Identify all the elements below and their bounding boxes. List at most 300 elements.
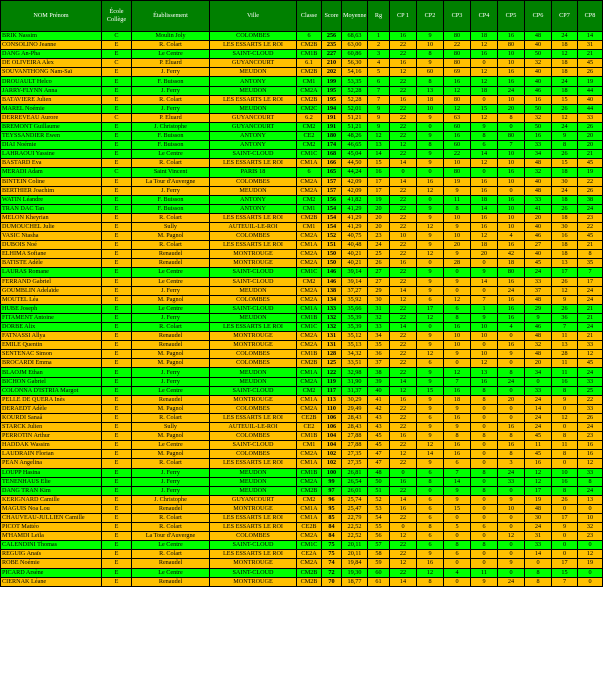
table-cell: 51,21	[342, 122, 368, 131]
table-cell: 12	[471, 77, 498, 86]
table-cell: 16	[417, 177, 444, 186]
table-cell: 40	[525, 68, 552, 77]
table-cell: 24	[498, 577, 525, 586]
table-cell: E	[102, 350, 132, 359]
table-cell: 0	[498, 523, 525, 532]
table-cell: COLOMBES	[210, 232, 297, 241]
table-cell: 22	[390, 77, 417, 86]
table-cell: 33,51	[342, 359, 368, 368]
table-cell: 0	[552, 541, 578, 550]
table-cell: 133	[322, 304, 342, 313]
table-cell: 80	[498, 268, 525, 277]
table-cell: 23	[368, 232, 390, 241]
table-cell: 36	[368, 350, 390, 359]
table-cell: 40	[525, 41, 552, 50]
table-cell: 9	[417, 232, 444, 241]
table-cell: CM2B	[297, 68, 322, 77]
table-cell: 22	[390, 250, 417, 259]
table-cell: J. Ferry	[132, 468, 210, 477]
column-header: Moyenne	[342, 1, 368, 32]
table-cell: DANG TRAN Kim	[1, 486, 102, 495]
table-cell: 19	[444, 177, 471, 186]
table-cell: 8	[498, 368, 525, 377]
table-cell: 39,14	[342, 268, 368, 277]
table-cell: 84	[322, 523, 342, 532]
table-cell: 22	[390, 122, 417, 131]
table-cell: 13	[552, 341, 578, 350]
table-cell: 32	[525, 341, 552, 350]
table-cell: E	[102, 332, 132, 341]
table-cell: 22	[390, 86, 417, 95]
table-cell: 48	[525, 504, 552, 513]
table-cell: SAINT-CLOUD	[210, 441, 297, 450]
table-cell: 6.1	[297, 59, 322, 68]
table-cell: J. Ferry	[132, 486, 210, 495]
table-cell: AUTEUIL-LE-ROI	[210, 222, 297, 231]
table-cell: E	[102, 386, 132, 395]
table-cell: COLOMBES	[210, 177, 297, 186]
table-cell: MELON Kheyrian	[1, 213, 102, 222]
table-cell: 9	[444, 404, 471, 413]
table-cell: 25,74	[342, 495, 368, 504]
table-cell: Le Centre	[132, 441, 210, 450]
table-cell: AUTEUIL-LE-ROI	[210, 423, 297, 432]
table-cell: 10	[471, 323, 498, 332]
table-cell: REGUIG Anaïs	[1, 550, 102, 559]
table-cell: 45	[525, 259, 552, 268]
table-cell: 45	[578, 359, 603, 368]
table-cell: 12	[471, 68, 498, 77]
table-cell: CONSOLINO Jeanne	[1, 41, 102, 50]
table-cell: CM2A	[297, 559, 322, 568]
table-cell: 22	[390, 332, 417, 341]
table-cell: 12	[417, 350, 444, 359]
table-row	[1, 341, 603, 350]
table-cell: 45	[525, 450, 552, 459]
table-cell: E	[102, 86, 132, 95]
table-cell: BRIK Nassim	[1, 32, 102, 41]
table-cell: Sully	[132, 222, 210, 231]
table-cell: 39,14	[342, 277, 368, 286]
table-cell: 22	[390, 513, 417, 522]
table-cell: 58	[368, 550, 390, 559]
table-cell: LOUPP Hasina	[1, 468, 102, 477]
table-cell: 9	[444, 423, 471, 432]
table-row	[1, 423, 603, 432]
table-cell: 19,30	[342, 568, 368, 577]
table-cell: 22	[390, 404, 417, 413]
table-cell: 18	[471, 32, 498, 41]
table-cell: TRAN DAC Tan	[1, 204, 102, 213]
table-cell: 22	[390, 359, 417, 368]
table-cell: CM1	[297, 222, 322, 231]
table-cell: Le Centre	[132, 277, 210, 286]
table-cell: 113	[322, 395, 342, 404]
table-cell: 9	[368, 113, 390, 122]
table-cell: 9	[417, 150, 444, 159]
table-cell: 44	[578, 104, 603, 113]
table-cell: CE2	[297, 423, 322, 432]
table-cell: 18	[552, 168, 578, 177]
table-row	[1, 141, 603, 150]
table-cell: 22	[390, 241, 417, 250]
table-cell: 32	[525, 113, 552, 122]
table-cell: 6	[444, 459, 471, 468]
table-cell: Renaudel	[132, 332, 210, 341]
table-cell: 0	[471, 513, 498, 522]
table-cell: Sully	[132, 423, 210, 432]
table-cell: 12	[444, 104, 471, 113]
table-cell: M. Pagnol	[132, 404, 210, 413]
table-cell: 0	[471, 413, 498, 422]
table-cell: 12	[552, 286, 578, 295]
table-cell: E	[102, 459, 132, 468]
table-cell: 12	[444, 86, 471, 95]
table-cell: 191	[322, 113, 342, 122]
table-cell: 16	[368, 168, 390, 177]
table-cell: 0	[417, 195, 444, 204]
table-cell: E	[102, 95, 132, 104]
table-cell: 9	[552, 132, 578, 141]
table-cell: 35	[578, 259, 603, 268]
column-header: CP7	[552, 1, 578, 32]
table-cell: P. Eluard	[132, 59, 210, 68]
table-cell: 15	[368, 159, 390, 168]
table-cell: 34	[525, 368, 552, 377]
table-cell: MONTROUGE	[210, 332, 297, 341]
table-cell: 8	[417, 577, 444, 586]
table-row	[1, 550, 603, 559]
table-cell: 9	[417, 268, 444, 277]
table-cell: 0	[498, 122, 525, 131]
table-cell: R. Colart	[132, 159, 210, 168]
table-cell: 8	[552, 486, 578, 495]
table-cell: Renaudel	[132, 341, 210, 350]
table-cell: 6	[417, 541, 444, 550]
table-cell: 20	[368, 204, 390, 213]
table-cell: CM2	[297, 277, 322, 286]
table-cell: 19	[578, 559, 603, 568]
table-cell: 13	[368, 141, 390, 150]
table-cell: 84	[322, 532, 342, 541]
table-cell: PICARD Arsène	[1, 568, 102, 577]
table-row	[1, 486, 603, 495]
table-cell: 18	[552, 241, 578, 250]
table-cell: 8	[578, 250, 603, 259]
table-cell: PERROTIN Arthur	[1, 432, 102, 441]
table-cell: 9	[444, 250, 471, 259]
table-cell: 25,47	[342, 504, 368, 513]
table-cell: 27	[368, 268, 390, 277]
table-cell: 16	[498, 277, 525, 286]
table-cell: 20,11	[342, 550, 368, 559]
table-cell: 119	[322, 377, 342, 386]
table-cell: 14	[368, 150, 390, 159]
table-cell: 8	[525, 577, 552, 586]
table-cell: 29,49	[342, 404, 368, 413]
table-cell: 80	[444, 59, 471, 68]
table-cell: 0	[471, 532, 498, 541]
table-cell: J. Ferry	[132, 86, 210, 95]
table-cell: 33	[578, 468, 603, 477]
table-cell: 10	[390, 232, 417, 241]
table-cell: 28	[552, 350, 578, 359]
table-cell: 24	[578, 368, 603, 377]
table-cell: 16	[390, 504, 417, 513]
table-cell: CM1B	[297, 313, 322, 322]
table-cell: Renaudel	[132, 250, 210, 259]
table-cell: E	[102, 523, 132, 532]
table-cell: 33	[368, 323, 390, 332]
table-cell: 12	[444, 368, 471, 377]
table-cell: 16	[552, 232, 578, 241]
table-cell: 12	[390, 141, 417, 150]
table-cell: 33	[578, 341, 603, 350]
table-cell: 0	[417, 486, 444, 495]
table-cell: 0	[471, 59, 498, 68]
table-cell: 14	[390, 577, 417, 586]
table-cell: 7	[471, 295, 498, 304]
table-cell: 10	[498, 59, 525, 68]
table-row	[1, 286, 603, 295]
table-cell: 24	[578, 204, 603, 213]
table-cell: 57	[368, 541, 390, 550]
table-cell: 9	[444, 495, 471, 504]
table-cell: CM1	[297, 204, 322, 213]
table-cell: CM2A	[297, 259, 322, 268]
table-cell: E	[102, 577, 132, 586]
table-cell: 80	[444, 168, 471, 177]
table-cell: MEUDON	[210, 186, 297, 195]
table-cell: ANTONY	[210, 132, 297, 141]
table-cell: 10	[417, 41, 444, 50]
table-cell: 134	[322, 295, 342, 304]
table-cell: CM1A	[297, 368, 322, 377]
table-cell: 72	[322, 568, 342, 577]
table-cell: 16	[498, 304, 525, 313]
table-cell: 8	[444, 313, 471, 322]
table-cell: 35,39	[342, 323, 368, 332]
table-cell: 16	[525, 459, 552, 468]
table-cell: 8	[417, 523, 444, 532]
table-cell: VASIC Ntasha	[1, 232, 102, 241]
table-cell: 16	[471, 222, 498, 231]
table-cell: E	[102, 222, 132, 231]
table-cell: 45,04	[342, 150, 368, 159]
table-cell: LES ESSARTS LE ROI	[210, 323, 297, 332]
table-cell: 26	[552, 277, 578, 286]
table-cell: 0	[417, 168, 444, 177]
table-cell: CM1	[297, 77, 322, 86]
table-cell: CM2	[297, 386, 322, 395]
column-header: CP3	[444, 1, 471, 32]
table-cell: E	[102, 250, 132, 259]
table-cell: F. Buisson	[132, 195, 210, 204]
column-header: CP6	[525, 1, 552, 32]
table-cell: 12	[552, 113, 578, 122]
table-cell: 12	[471, 41, 498, 50]
table-cell: HUBE Joseph	[1, 304, 102, 313]
table-cell: 12	[417, 313, 444, 322]
table-cell: 9	[417, 395, 444, 404]
table-cell: 12	[390, 386, 417, 395]
table-cell: 9	[417, 459, 444, 468]
table-cell: 18	[444, 395, 471, 404]
table-cell: 117	[322, 386, 342, 395]
table-cell: 6	[471, 523, 498, 532]
table-cell: E	[102, 132, 132, 141]
table-cell: 27	[368, 277, 390, 286]
table-cell: 12	[525, 477, 552, 486]
table-cell: 19,84	[342, 559, 368, 568]
table-cell: 6	[417, 532, 444, 541]
table-row	[1, 513, 603, 522]
table-cell: 156	[322, 195, 342, 204]
table-cell: SAINT-CLOUD	[210, 304, 297, 313]
table-cell: 33	[525, 195, 552, 204]
table-cell: 28,43	[342, 413, 368, 422]
table-cell: 0	[552, 404, 578, 413]
table-cell: MEUDON	[210, 286, 297, 295]
table-cell: 7	[552, 577, 578, 586]
table-cell: 50	[525, 104, 552, 113]
table-cell: 166	[322, 159, 342, 168]
table-cell: La Tour d'Auvergne	[132, 532, 210, 541]
table-cell: 40	[525, 177, 552, 186]
table-cell: 22	[390, 350, 417, 359]
table-cell: 10	[498, 177, 525, 186]
table-cell: E	[102, 513, 132, 522]
table-cell: E	[102, 441, 132, 450]
table-cell: LES ESSARTS LE ROI	[210, 550, 297, 559]
table-cell: 9	[444, 186, 471, 195]
table-cell: Moulin Joly	[132, 32, 210, 41]
table-cell: R. Colart	[132, 41, 210, 50]
table-cell: 14	[390, 159, 417, 168]
table-cell: 32	[578, 523, 603, 532]
table-cell: E	[102, 41, 132, 50]
table-cell: 16	[552, 377, 578, 386]
table-cell: Renaudel	[132, 259, 210, 268]
table-cell: 34,32	[342, 350, 368, 359]
table-cell: 195	[322, 95, 342, 104]
table-cell: 16	[525, 95, 552, 104]
table-cell: LES ESSARTS LE ROI	[210, 241, 297, 250]
table-cell: J. Ferry	[132, 68, 210, 77]
table-cell: 10	[498, 204, 525, 213]
table-cell: 0	[471, 504, 498, 513]
table-cell: 33	[498, 477, 525, 486]
table-cell: E	[102, 232, 132, 241]
table-cell: HADDAK Wassim	[1, 441, 102, 450]
table-cell: 12	[417, 186, 444, 195]
table-cell: 80	[498, 41, 525, 50]
table-row	[1, 368, 603, 377]
table-cell: E	[102, 359, 132, 368]
table-cell: 33	[578, 377, 603, 386]
table-cell: 22	[390, 150, 417, 159]
table-cell: E	[102, 323, 132, 332]
table-cell: R. Colart	[132, 550, 210, 559]
table-cell: 6	[417, 413, 444, 422]
table-cell: 22	[390, 277, 417, 286]
table-cell: 16	[498, 195, 525, 204]
table-cell: CM1A	[297, 513, 322, 522]
table-cell: 30,29	[342, 395, 368, 404]
table-row	[1, 304, 603, 313]
table-cell: 17	[368, 177, 390, 186]
table-cell: FATNASSI Allya	[1, 332, 102, 341]
table-cell: 0	[498, 541, 525, 550]
table-cell: 10	[498, 50, 525, 59]
table-cell: 22	[578, 177, 603, 186]
table-cell: E	[102, 304, 132, 313]
table-cell: 9	[417, 204, 444, 213]
table-row	[1, 450, 603, 459]
table-cell: 11	[552, 441, 578, 450]
table-cell: 102	[322, 459, 342, 468]
table-cell: 80	[498, 132, 525, 141]
table-row	[1, 241, 603, 250]
table-cell: 22	[390, 186, 417, 195]
table-cell: CM2A	[297, 186, 322, 195]
table-cell: 7	[444, 377, 471, 386]
table-cell: E	[102, 204, 132, 213]
table-cell: 75	[322, 550, 342, 559]
table-cell: 32,98	[342, 368, 368, 377]
table-cell: CM2A	[297, 232, 322, 241]
table-cell: E	[102, 395, 132, 404]
table-cell: E	[102, 495, 132, 504]
table-cell: CM1B	[297, 432, 322, 441]
table-cell: 9	[444, 350, 471, 359]
table-cell: 24	[552, 77, 578, 86]
table-row	[1, 441, 603, 450]
table-cell: 22	[390, 486, 417, 495]
table-cell: 8	[471, 432, 498, 441]
table-cell: CM2B	[297, 486, 322, 495]
table-cell: 9	[498, 559, 525, 568]
table-cell: 18	[552, 41, 578, 50]
table-cell: 14	[525, 404, 552, 413]
table-cell: 40	[525, 77, 552, 86]
table-cell: 24	[578, 295, 603, 304]
table-cell: R. Colart	[132, 241, 210, 250]
table-cell: COLOMBES	[210, 432, 297, 441]
table-cell: 24	[498, 286, 525, 295]
table-cell: 41	[368, 395, 390, 404]
table-cell: 17	[552, 513, 578, 522]
table-cell: E	[102, 450, 132, 459]
table-cell: MOUTEL Léa	[1, 295, 102, 304]
table-cell: 4	[444, 568, 471, 577]
table-cell: 10	[498, 213, 525, 222]
table-cell: 9	[417, 341, 444, 350]
table-cell: Le Centre	[132, 150, 210, 159]
table-cell: 24	[578, 323, 603, 332]
table-cell: 6	[417, 295, 444, 304]
table-cell: 28	[444, 259, 471, 268]
table-cell: Renaudel	[132, 395, 210, 404]
table-cell: LES ESSARTS LE ROI	[210, 159, 297, 168]
table-cell: 235	[322, 41, 342, 50]
table-cell: 14	[390, 323, 417, 332]
table-cell: 14	[525, 550, 552, 559]
table-cell: 227	[322, 50, 342, 59]
table-cell: CM2A	[297, 250, 322, 259]
table-cell: 10	[471, 332, 498, 341]
table-cell: Le Centre	[132, 541, 210, 550]
